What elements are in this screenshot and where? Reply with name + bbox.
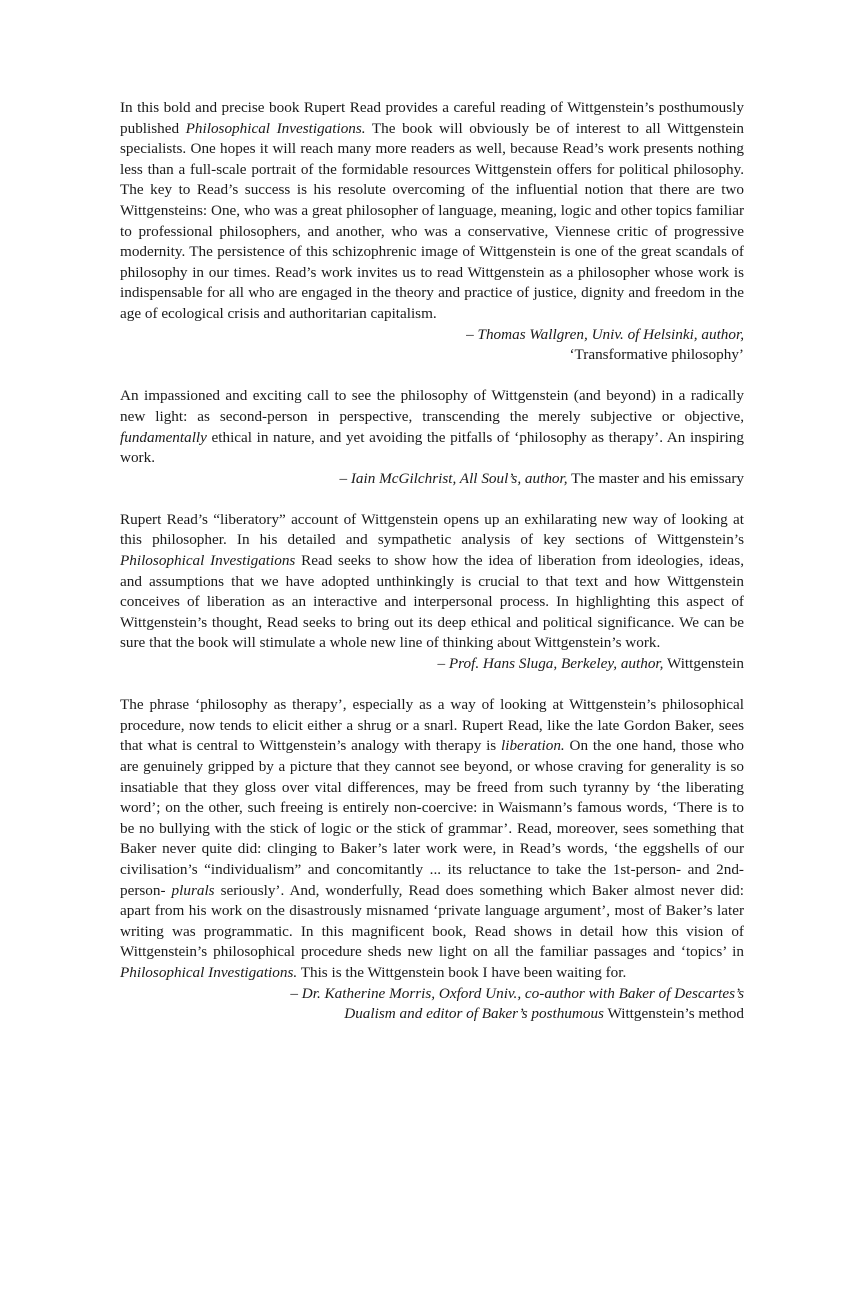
blurb-wallgren: In this bold and precise book Rupert Read provides a careful reading of Wittgenstein’s posthumously published Philosophical Investigations. The book will obviously be of interest to all Wittgenstein specialists. One hopes it will reach many more readers as well, because Read’s work presents nothing less than a full-scale portrait of the formidable resources Wittgenstein offers for political philosophy. The key to Read’s success is his resolute overcoming of the influential notion that there are two Wittgensteins: One, who was a great philosopher of language, meaning, logic and other topics familiar to professional philosophers, and another, who was a conservative, Viennese critic of progressive modernity. The persistence of this schizophrenic image of Wittgenstein is one of the great scandals of philosophy in our times. Read’s work invites us to read Wittgenstein as a philosopher whose work is indispensable for all who are engaged in the theory and practice of justice, dignity and freedom in the age of ecological crisis and authoritarian capitalism.: [120, 99, 745, 322]
attribution-mcgilchrist: – Iain McGilchrist, All Soul’s, author, The master and his emissary: [339, 469, 744, 487]
blurb-sluga: Rupert Read’s “liberatory” account of Wittgenstein opens up an exhilarating new way of looking at this philosopher. In his detailed and sympathetic analysis of key sections of Wittgenstein’s Philosophical Investigations Read seeks to show how the idea of liberation from ideologies, ideas, and assumptions that we have adopted unthinkingly is crucial to that text and how Wittgenstein conceives of liberation as an interactive and interpersonal process. In highlighting this aspect of Wittgenstein’s thought, Read seeks to bring out its deep ethical and political significance. We can be sure that the book will stimulate a whole new line of thinking about Wittgenstein’s work.: [120, 510, 744, 652]
attribution-sluga: – Prof. Hans Sluga, Berkeley, author, Wittgenstein: [437, 655, 744, 673]
attribution-morris: – Dr. Katherine Morris, Oxford Univ., co-author with Baker of Descartes’s: [290, 984, 744, 1002]
attribution-morris-continued: Dualism and editor of Baker’s posthumous Wittgenstein’s method: [344, 1005, 744, 1023]
attribution-wallgren-title: ‘Transformative philosophy’: [569, 346, 744, 364]
attribution-wallgren: – Thomas Wallgren, Univ. of Helsinki, author,: [466, 325, 744, 343]
blurb-mcgilchrist: An impassioned and exciting call to see the philosophy of Wittgenstein (and beyond) in a radically new light: as second-person in perspective, transcending the merely subjective or objective, fundamentally ethical in nature, and yet avoiding the pitfalls of ‘philosophy as therapy’. An inspiring work.: [120, 387, 744, 467]
blurb-morris: The phrase ‘philosophy as therapy’, especially as a way of looking at Wittgenstein’s philosophical procedure, now tends to elicit either a shrug or a snarl. Rupert Read, like the late Gordon Baker, sees that what is central to Wittgenstein’s analogy with therapy is liberation. On the one hand, those who are genuinely gripped by a picture that they cannot see beyond, or whose craving for generality is so insatiable that they gloss over vital differences, may be freed from such tyranny by ‘the liberating word’; on the other, such freeing is entirely non-coercive: in Waismann’s famous words, ‘There is to be no bullying with the stick of logic or the stick of grammar’. Read, moreover, sees something that Baker never quite did: clinging to Baker’s later work were, in Read’s words, ‘the eggshells of our civilisation’s “individualism” and concomitantly ... its reluctance to take the 1st-person- and 2nd-person- plurals seriously’. And, wonderfully, Read does something which Baker almost never did: apart from his work on the disastrously misnamed ‘private language argument’, most of Baker’s later writing was programmatic. In this magnificent book, Read shows in detail how this vision of Wittgenstein’s philosophical procedure sheds new light on all the familiar passages and ‘topics’ in Philosophical Investigations. This is the Wittgenstein book I have been waiting for.: [120, 696, 745, 981]
endorsements-page: [120, 98, 744, 1025]
